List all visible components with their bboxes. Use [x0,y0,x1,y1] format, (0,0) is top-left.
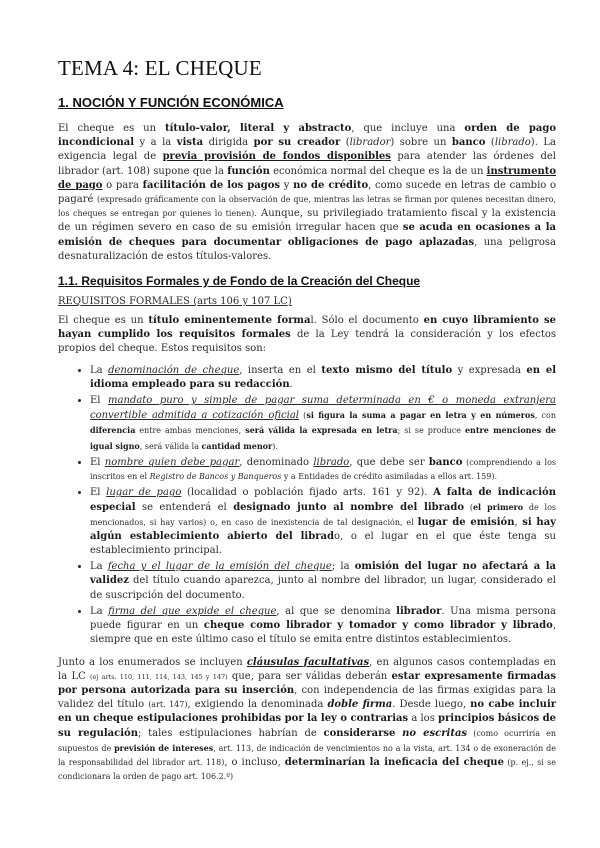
subsection-heading-requisitos: 1.1. Requisitos Formales y de Fondo de la Creación del Cheque [58,274,421,289]
list-item: • El nombre quien debe pagar, denominado librado, que debe ser banco (comprendiendo a los inscritos en el Registro de Bancos y Banqueros y a Entidades de crédito asimiladas a ellos art. 159). [90,456,556,484]
list-item: • La fecha y el lugar de la emisión del cheque; la omisión del lugar no afectará a la validez del título cuando aparezca, junto al nombre del librador, un lugar, considerado el de suscripción del documento. [90,560,556,603]
requisitos-list [58,364,556,648]
list-item: • El lugar de pago (localidad o población fijado arts. 161 y 92). A falta de indicación especial se entenderá el designado junto al nombre del librado (el primero de los mencionados, si hay varios) o, en caso de inexistencia de tal designación, el lugar de emisión, si hay algún establecimiento abierto del librado, o el lugar en el que éste tenga su establecimiento principal. [90,486,556,558]
paragraph-definition: El cheque es un título-valor, literal y abstracto, que incluye una orden de pago incondicional y a la vista dirigida por su creador (librador) sobre un banco (librado). La exigencia legal de previa provisión de fondos disponibles para atender las órdenes del librador (art. 108) supone que la función económica normal del cheque es la de un instrumento de pago o para facilitación de los pagos y no de crédito, como sucede en letras de cambio o pagaré (expresado gráficamente con la observación de que, mientras las letras se firman por quienes necesitan dinero, los cheques se entregan por quienes lo tienen). Aunque, su privilegiado tratamiento fiscal y la existencia de un régimen severo en caso de su emisión irregular hacen que se acuda en ocasiones a la emisión de cheques para documentar obligaciones de pago aplazadas, una peligrosa desnaturalización de estos títulos-valores. [58,123,557,262]
list-item: • La denominación de cheque, inserta en el texto mismo del título y expresada en el idioma empleado para su redacción. [90,364,556,392]
list-item: • La firma del que expide el cheque, al que se denomina librador. Una misma persona puede figurar en un cheque como librador y tomador y como librador y librado, siempre que en este último caso el título se emita entre distintos establecimientos. [90,605,556,648]
section-heading-nocion: 1. NOCIÓN Y FUNCIÓN ECONÓMICA [58,95,284,110]
paragraph-requisitos-intro: El cheque es un título eminentemente formal. Sólo el documento en cuyo libramiento se hayan cumplido los requisitos formales de la Ley tendrá la consideración y los efectos propios del cheque. Estos requisitos son: [58,315,556,355]
requisitos-formales-label: REQUISITOS FORMALES (arts 106 y 107 LC) [58,296,292,308]
page-title: TEMA 4: EL CHEQUE [58,56,262,80]
paragraph-clausulas: Junto a los enumerados se incluyen cláusulas facultativas, en algunos casos contempladas en la LC (ej arts. 110, 111, 114, 143, 145 y 147) que, para ser válidas deberán estar expresamente firmadas por persona autorizada para su inserción, con independencia de las firmas exigidas para la validez del título (art. 147), exigiendo la denominada doble firma. Desde luego, no cabe incluir en un cheque estipulaciones prohibidas por la ley o contrarias a los principios básicos de su regulación; tales estipulaciones habrían de considerarse no escritas (como ocurriría en supuestos de previsión de intereses, art. 113, de indicación de vencimientos no a la vista, art. 134 o de exoneración de la responsabilidad del librador art. 118), o incluso, determinarían la ineficacia del cheque (p. ej., si se condicionara la orden de pago art. 106.2.º) [58,656,557,782]
list-item: • El mandato puro y simple de pagar suma determinada en € o moneda extranjera convertible admitida a cotización oficial (si figura la suma a pagar en letra y en números, con diferencia entre ambas menciones, será válida la expresada en letra; si se produce entre menciones de igual signo, será válida la cantidad menor). [90,394,556,454]
